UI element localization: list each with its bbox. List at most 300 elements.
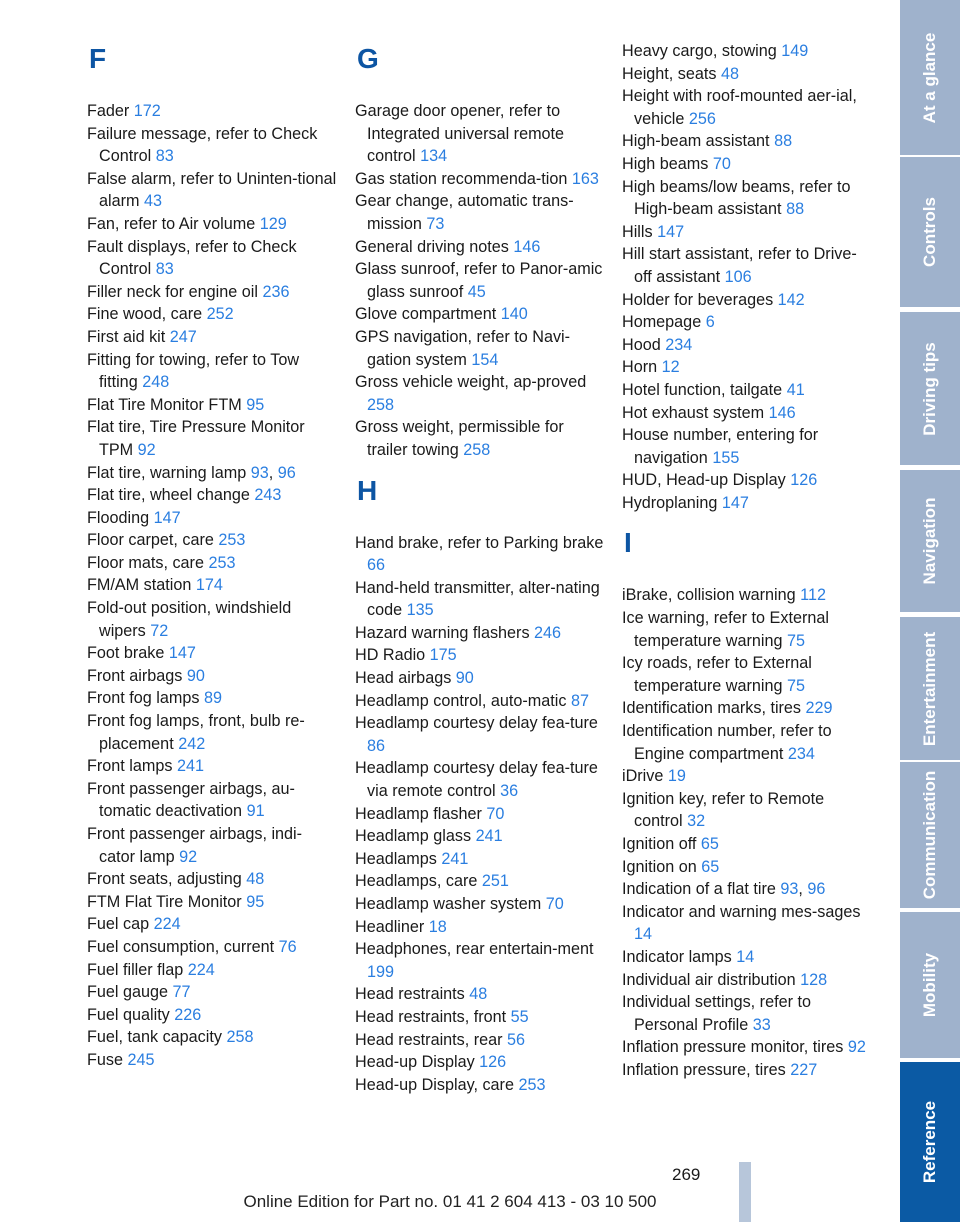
- entry-term: Fuse: [87, 1050, 128, 1069]
- page-ref-link[interactable]: 88: [786, 200, 805, 219]
- page-ref-link[interactable]: 83: [155, 147, 174, 166]
- entry-term: Height with roof-mounted aer‐ial, vehicle: [622, 87, 857, 128]
- index-entry: [355, 190, 605, 235]
- section-letter: G: [357, 43, 379, 74]
- index-entry: [355, 236, 605, 259]
- page-ref-link[interactable]: 258: [463, 440, 491, 459]
- entry-term: Headlamp control, auto‐matic: [355, 691, 571, 710]
- page-ref-link[interactable]: 126: [479, 1053, 507, 1072]
- index-entry: [87, 981, 337, 1004]
- entry-term: Failure message, refer to Check Control: [87, 124, 318, 166]
- page-ref-link[interactable]: 19: [667, 767, 686, 786]
- index-entry: [355, 1074, 605, 1097]
- entry-term: High beams/low beams, refer to High-beam assistant: [622, 177, 851, 219]
- index-entry: [87, 281, 337, 304]
- entry-term: Front airbags: [87, 666, 187, 685]
- entry-term: Flat Tire Monitor FTM: [87, 395, 247, 414]
- page-ref-link[interactable]: 258: [226, 1028, 254, 1047]
- page-ref-link[interactable]: 92: [137, 440, 156, 459]
- index-entry: Indication of a flat tire 93, 96: [622, 880, 826, 899]
- entry-term: Head restraints: [355, 985, 470, 1004]
- entry-term: GPS navigation, refer to Navi‐gation system: [355, 327, 571, 369]
- entry-term: Hills: [622, 222, 658, 241]
- page-ref-link[interactable]: 95: [246, 892, 265, 911]
- entry-term: Floor mats, care: [87, 553, 209, 572]
- footer: Online Edition for Part no. 01 41 2 604 413 - 03 10 500: [243, 1192, 657, 1211]
- page-ref-link[interactable]: 65: [700, 835, 719, 853]
- entry-term: Fault displays, refer to Check Control: [87, 237, 297, 279]
- page-ref-link[interactable]: 226: [174, 1005, 202, 1024]
- page-ref-link[interactable]: 126: [790, 471, 818, 490]
- entry-term: Foot brake: [87, 644, 169, 663]
- tab-navigation[interactable]: [900, 470, 960, 612]
- index-entry: [355, 916, 605, 939]
- page-ref-link[interactable]: 18: [428, 917, 447, 936]
- page-ref-link[interactable]: 106: [724, 267, 752, 286]
- page-ref-link[interactable]: 245: [127, 1050, 155, 1069]
- index-entry: [622, 469, 872, 492]
- entry-term: Holder for beverages: [622, 290, 778, 309]
- entry-term: Individual air distribution: [622, 970, 801, 989]
- page-ref-link[interactable]: 77: [172, 983, 191, 1002]
- entry-term: Headlamp courtesy delay fea‐ture: [355, 714, 598, 733]
- entry-term: Front fog lamps, front, bulb re‐placement: [87, 712, 305, 753]
- tab-entertainment[interactable]: [900, 617, 960, 760]
- page-ref-link[interactable]: 163: [571, 169, 599, 188]
- page-ref-link[interactable]: 36: [500, 782, 519, 801]
- tab-mobility[interactable]: [900, 912, 960, 1058]
- index-entry: [622, 788, 872, 833]
- page-ref-link[interactable]: 241: [475, 827, 503, 846]
- page-ref-link[interactable]: 224: [187, 960, 215, 979]
- page-ref-link[interactable]: 147: [721, 493, 749, 512]
- index-entry: [622, 901, 872, 946]
- page-ref-link[interactable]: 146: [768, 403, 796, 422]
- page-ref-link[interactable]: 72: [150, 621, 169, 640]
- entry-term: Head-up Display: [355, 1053, 480, 1072]
- page-ref-link[interactable]: 48: [469, 985, 488, 1004]
- page-ref-link[interactable]: 256: [688, 109, 716, 128]
- entry-term: Headlamps, care: [355, 872, 482, 891]
- page-ref-link[interactable]: 149: [781, 42, 809, 60]
- page-ref-link[interactable]: 55: [510, 1007, 529, 1026]
- index-entry: [355, 848, 605, 871]
- entry-term: Individual settings, refer to Personal Profile: [622, 993, 811, 1034]
- page-ref-link[interactable]: 87: [570, 691, 589, 710]
- entry-term: Indicator lamps: [622, 947, 737, 966]
- page-ref-link[interactable]: 135: [406, 601, 434, 620]
- chapter-tabs: [900, 0, 960, 1222]
- page-ref-link[interactable]: 48: [246, 870, 265, 889]
- entry-term: Glove compartment: [355, 305, 501, 324]
- index-entry: Flat tire, warning lamp 93, 96: [87, 463, 296, 482]
- index-entry: [355, 644, 605, 667]
- page-ref-link[interactable]: 92: [847, 1038, 866, 1057]
- page-ref-link[interactable]: 199: [367, 962, 395, 981]
- section-letter: F: [89, 43, 107, 74]
- tab-label: Mobility: [920, 952, 939, 1018]
- index-entry: [87, 597, 337, 642]
- index-entry: [622, 63, 872, 86]
- index-entry: [622, 720, 872, 765]
- page-ref-link[interactable]: 146: [513, 237, 541, 256]
- index-entry: [87, 755, 337, 778]
- entry-term: Fuel quality: [87, 1005, 175, 1024]
- index-entry: [87, 913, 337, 936]
- section-letter: I: [624, 527, 632, 559]
- section-letter: H: [357, 474, 378, 506]
- entry-term: Ignition on: [622, 857, 702, 876]
- entry-term: High-beam assistant: [622, 132, 775, 151]
- entry-term: Headlamp courtesy delay fea‐ture via remote control: [355, 759, 598, 801]
- page-ref-link[interactable]: 96: [807, 880, 826, 899]
- page-ref-link[interactable]: 248: [142, 373, 170, 392]
- entry-term: Head restraints, front: [355, 1007, 511, 1026]
- page-ref-link[interactable]: 83: [155, 260, 174, 279]
- entry-term: Filler neck for engine oil: [87, 282, 263, 301]
- index-entry: [355, 712, 605, 757]
- page-ref-link[interactable]: 258: [367, 395, 395, 414]
- page-ref-link[interactable]: 241: [441, 849, 469, 868]
- page-ref-link[interactable]: 243: [254, 486, 282, 505]
- index-entry: [87, 123, 337, 168]
- page-ref-link[interactable]: 90: [186, 666, 205, 685]
- index-entry: [87, 959, 337, 982]
- entry-term: Fan, refer to Air volume: [87, 214, 260, 233]
- index-entry: [87, 710, 337, 755]
- tab-at-a-glance[interactable]: [900, 0, 960, 155]
- index-entry: [355, 371, 605, 416]
- index-column: [355, 40, 605, 1096]
- index-entry: [87, 213, 337, 236]
- entry-term: iDrive: [622, 767, 668, 786]
- page-ref-link[interactable]: 234: [787, 744, 815, 763]
- page-ref-link[interactable]: 14: [736, 947, 755, 966]
- page-ref-link[interactable]: 86: [367, 736, 386, 755]
- index-entry: [87, 484, 337, 507]
- index-entry: [87, 891, 337, 914]
- index-entry: [355, 416, 605, 461]
- page-ref-link[interactable]: 251: [481, 872, 509, 891]
- index-entry: [355, 622, 605, 645]
- entry-term: Headliner: [355, 917, 429, 936]
- index-entry: [87, 936, 337, 959]
- index-entry: [87, 326, 337, 349]
- page-ref-link[interactable]: 70: [545, 895, 564, 913]
- entry-term: Glass sunroof, refer to Panor‐amic glass sunroof: [355, 260, 603, 301]
- index-entry: [622, 356, 872, 379]
- page-ref-link[interactable]: 241: [176, 757, 204, 776]
- entry-term: Front passenger airbags, indi‐cator lamp: [87, 825, 303, 866]
- index-entry: [622, 153, 872, 176]
- page-ref-link[interactable]: 41: [786, 380, 805, 399]
- entry-term: Head airbags: [355, 669, 456, 688]
- page-ref-link[interactable]: 6: [705, 313, 715, 332]
- entry-term: Indication of a flat tire: [622, 880, 781, 899]
- tab-label: Navigation: [920, 497, 939, 585]
- entry-term: House number, entering for navigation: [622, 426, 819, 467]
- entry-term: Heavy cargo, stowing: [622, 42, 782, 60]
- page-ref-link[interactable]: 252: [206, 305, 234, 324]
- index-entry: [355, 938, 605, 983]
- page-ref-link[interactable]: 129: [259, 214, 287, 233]
- index-entry: [87, 642, 337, 665]
- page-ref-link[interactable]: 142: [777, 290, 805, 309]
- entry-term: Ice warning, refer to External temperature warning: [622, 609, 829, 650]
- entry-term: iBrake, collision warning: [622, 586, 801, 605]
- index-entry: [622, 492, 872, 515]
- index-entry: [87, 1026, 337, 1049]
- page-ref-link[interactable]: 147: [657, 222, 685, 241]
- entry-term: Headlamps: [355, 849, 442, 868]
- index-entry: [622, 991, 872, 1036]
- entry-term: Front seats, adjusting: [87, 870, 247, 889]
- page-ref-link[interactable]: 93: [250, 463, 269, 482]
- page-ref-link[interactable]: 224: [153, 915, 181, 934]
- index-entry: [87, 552, 337, 575]
- index-entry: [355, 893, 605, 916]
- entry-term: Homepage: [622, 313, 706, 332]
- page-ref-link[interactable]: 91: [246, 802, 265, 821]
- entry-term: Hot exhaust system: [622, 403, 769, 422]
- page-ref-link[interactable]: 92: [179, 847, 198, 866]
- page-ref-link[interactable]: 32: [687, 812, 706, 831]
- entry-term: Gross weight, permissible for trailer towing: [355, 418, 564, 459]
- entry-term: Identification number, refer to Engine compartment: [622, 722, 832, 763]
- page-ref-link[interactable]: 246: [534, 623, 562, 642]
- entry-term: Hand-held transmitter, alter‐nating code: [355, 578, 600, 620]
- index-entry: [622, 334, 872, 357]
- tab-controls[interactable]: [900, 157, 960, 307]
- index-entry: [622, 221, 872, 244]
- entry-term: Headlamp glass: [355, 827, 476, 846]
- index-entry: [87, 1004, 337, 1027]
- page-ref-link[interactable]: 70: [712, 154, 731, 173]
- entry-term: Gas station recommenda‐tion: [355, 169, 572, 188]
- page-ref-link[interactable]: 48: [720, 64, 739, 83]
- entry-term: High beams: [622, 154, 713, 173]
- index-entry: [355, 690, 605, 713]
- index-entry: [622, 311, 872, 334]
- index-entry: [87, 823, 337, 868]
- page-ref-link[interactable]: 95: [246, 395, 265, 414]
- index-entry: [87, 687, 337, 710]
- entry-term: Fuel gauge: [87, 983, 173, 1002]
- page-ref-link[interactable]: 234: [665, 335, 693, 354]
- index-entry: [87, 1049, 337, 1072]
- page-ref-link[interactable]: 75: [786, 631, 805, 650]
- entry-term: Hydroplaning: [622, 493, 722, 512]
- entry-term: Inflation pressure monitor, tires: [622, 1038, 848, 1057]
- page-ref-link[interactable]: 140: [500, 305, 528, 324]
- page-ref-link[interactable]: 134: [420, 147, 448, 166]
- entry-term: False alarm, refer to Uninten‐tional alarm: [87, 169, 337, 211]
- page-ref-link[interactable]: 33: [752, 1015, 771, 1034]
- entry-term: Hand brake, refer to Parking brake: [355, 533, 604, 552]
- entry-term: Flat tire, warning lamp: [87, 463, 251, 482]
- tab-communication[interactable]: [900, 762, 960, 908]
- page-ref-link[interactable]: 155: [712, 448, 740, 467]
- page-ref-link[interactable]: 96: [277, 463, 296, 482]
- page-ref-link[interactable]: 70: [486, 804, 505, 823]
- page-number: 269: [672, 1165, 701, 1184]
- index-entry: [355, 100, 605, 168]
- page-ref-link[interactable]: 45: [467, 282, 486, 301]
- index-entry: [87, 236, 337, 281]
- index-entry: [87, 349, 337, 394]
- tab-label: At a glance: [920, 32, 939, 123]
- index-entry: [622, 289, 872, 312]
- index-entry: [87, 168, 337, 213]
- page-ref-link[interactable]: 65: [701, 857, 720, 876]
- page-ref-link[interactable]: 236: [262, 282, 290, 301]
- entry-term: Gross vehicle weight, ap‐proved: [355, 373, 587, 392]
- entry-term: Hotel function, tailgate: [622, 380, 787, 399]
- index-entry: [355, 532, 605, 577]
- entry-term: Garage door opener, refer to Integrated universal remote control: [355, 102, 565, 166]
- tab-reference[interactable]: [900, 1062, 960, 1222]
- entry-term: Flat tire, Tire Pressure Monitor TPM: [87, 418, 305, 459]
- index-entry: [355, 258, 605, 303]
- index-entry: [622, 697, 872, 720]
- entry-term: Hill start assistant, refer to Drive-off assistant: [622, 245, 857, 286]
- entry-term: Headlamp flasher: [355, 804, 487, 823]
- index-entry: [622, 584, 872, 607]
- index-entry: [622, 40, 872, 63]
- index-entry: [87, 100, 337, 123]
- page-ref-link[interactable]: 76: [278, 937, 297, 956]
- entry-term: Flooding: [87, 508, 154, 527]
- page-ref-link[interactable]: 88: [774, 132, 793, 151]
- entry-term: Headlamp washer system: [355, 895, 546, 913]
- entry-term: Front lamps: [87, 757, 177, 776]
- page-ref-link[interactable]: 128: [800, 970, 828, 989]
- page-ref-link[interactable]: 242: [178, 734, 206, 753]
- index-entry: [87, 507, 337, 530]
- page-ref-link[interactable]: 66: [367, 556, 386, 575]
- index-entry: [622, 243, 872, 288]
- tab-label: Driving tips: [920, 341, 939, 436]
- index-entry: [622, 176, 872, 221]
- index-entry: [355, 825, 605, 848]
- index-entry: [87, 574, 337, 597]
- entry-term: Identification marks, tires: [622, 699, 806, 718]
- page-ref-link[interactable]: 14: [634, 925, 653, 944]
- index-entry: [622, 765, 872, 788]
- entry-term: First aid kit: [87, 327, 170, 346]
- entry-term: FTM Flat Tire Monitor: [87, 892, 247, 911]
- index-entry: [355, 757, 605, 802]
- index-entry: [622, 652, 872, 697]
- index-entry: [622, 969, 872, 992]
- page-ref-link[interactable]: 247: [169, 327, 197, 346]
- entry-term: Flat tire, wheel change: [87, 486, 255, 505]
- index-entry: [355, 667, 605, 690]
- index-entry: [355, 1029, 605, 1052]
- index-entry: [355, 1051, 605, 1074]
- tab-label: Entertainment: [920, 631, 939, 746]
- page-ref-link[interactable]: 147: [168, 644, 196, 663]
- tab-label: Communication: [920, 770, 939, 900]
- entry-term: Fader: [87, 102, 134, 120]
- index-entry: [622, 379, 872, 402]
- page-ref-link[interactable]: 172: [133, 102, 161, 120]
- index-entry: [622, 856, 872, 879]
- page-ref-link[interactable]: 56: [507, 1030, 526, 1049]
- entry-term: Inflation pressure, tires: [622, 1060, 791, 1079]
- page-ref-link[interactable]: 75: [786, 676, 805, 695]
- page-ref-link[interactable]: 43: [143, 192, 162, 211]
- entry-term: Fine wood, care: [87, 305, 207, 324]
- tab-label: Controls: [920, 197, 939, 267]
- page-ref-link[interactable]: 112: [800, 586, 826, 605]
- page-ref-link[interactable]: 253: [218, 531, 246, 550]
- entry-term: General driving notes: [355, 237, 514, 256]
- page-ref-link[interactable]: 147: [153, 508, 181, 527]
- tab-driving-tips[interactable]: [900, 312, 960, 465]
- entry-term: Head-up Display, care: [355, 1075, 519, 1094]
- entry-term: Head restraints, rear: [355, 1030, 508, 1049]
- index-entry: [355, 803, 605, 826]
- entry-term: Headphones, rear entertain‐ment: [355, 940, 594, 959]
- entry-term: Horn: [622, 358, 662, 377]
- page-ref-link[interactable]: 12: [661, 358, 680, 377]
- index-entry: [87, 416, 337, 461]
- entry-term: Ignition off: [622, 835, 701, 853]
- index-column: [622, 40, 872, 1082]
- index-entry: [355, 577, 605, 622]
- index-entry: [355, 168, 605, 191]
- entry-term: Fold-out position, windshield wipers: [87, 599, 292, 640]
- index-entry: [622, 85, 872, 130]
- page-ref-link[interactable]: 253: [518, 1075, 546, 1094]
- page-ref-link[interactable]: 89: [203, 689, 222, 708]
- page-ref-link[interactable]: 253: [208, 553, 236, 572]
- entry-term: Height, seats: [622, 64, 721, 83]
- index-entry: [622, 424, 872, 469]
- index-entry: [87, 665, 337, 688]
- index-entry: [622, 1059, 872, 1082]
- index-column: [87, 40, 337, 1072]
- index-entry: [87, 303, 337, 326]
- page-ref-link[interactable]: 227: [790, 1060, 818, 1079]
- entry-term: Fuel filler flap: [87, 960, 188, 979]
- page-ref-link[interactable]: 229: [805, 699, 833, 718]
- page-ref-link[interactable]: 90: [455, 669, 474, 688]
- index-entry: [355, 1006, 605, 1029]
- page-ref-link[interactable]: 154: [471, 350, 499, 369]
- entry-term: Gear change, automatic trans‐mission: [355, 192, 574, 233]
- index-entry: [355, 303, 605, 326]
- entry-term: Fuel cap: [87, 915, 154, 934]
- index-entry: [622, 833, 872, 856]
- entry-term: Fitting for towing, refer to Tow fitting: [87, 350, 300, 392]
- index-entry: [622, 946, 872, 969]
- entry-term: FM/AM station: [87, 576, 196, 595]
- entry-term: Front passenger airbags, au‐tomatic deactivation: [87, 779, 295, 821]
- page-ref-link[interactable]: 73: [426, 214, 445, 233]
- page-ref-link[interactable]: 174: [195, 576, 223, 595]
- page-ref-link[interactable]: 93: [780, 880, 799, 899]
- index-entry: [622, 130, 872, 153]
- entry-term: Floor carpet, care: [87, 531, 219, 550]
- index-entry: [87, 778, 337, 823]
- index-entry: [87, 394, 337, 417]
- index-entry: [355, 870, 605, 893]
- entry-term: Icy roads, refer to External temperature warning: [622, 654, 812, 695]
- page-ref-link[interactable]: 175: [429, 646, 457, 665]
- index-entry: [355, 326, 605, 371]
